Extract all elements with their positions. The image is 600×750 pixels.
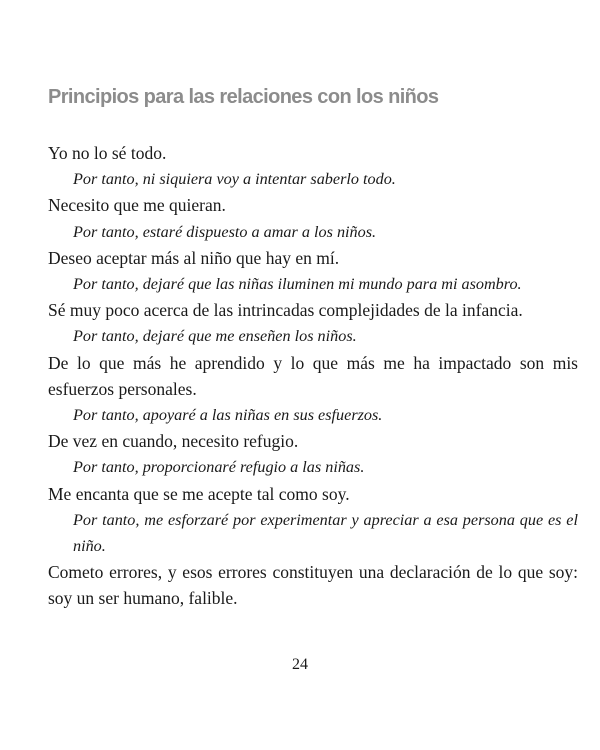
statement-line: Yo no lo sé todo. xyxy=(48,143,167,163)
page-number: 24 xyxy=(292,656,308,673)
response-line: Por tanto, me esforzaré por experimentar y apreciar a esa persona que es el niño. xyxy=(73,510,578,556)
response-line: Por tanto, apoyaré a las niñas en sus esfuerzos. xyxy=(73,406,383,425)
response-line: Por tanto, estaré dispuesto a amar a los niños. xyxy=(73,222,377,241)
statement-line: Cometo errores, y esos errores constituyen una declaración de lo que soy: soy un ser humano, falible. xyxy=(48,562,578,609)
statement-line: De vez en cuando, necesito refugio. xyxy=(48,431,299,452)
principles-list xyxy=(48,140,578,612)
statement-line: Me encanta que se me acepte tal como soy. xyxy=(48,483,350,504)
statement-line: Necesito que me quieran. xyxy=(48,195,226,216)
response-line: Por tanto, proporcionaré refugio a las niñas. xyxy=(73,458,365,477)
section-heading: Principios para las relaciones con los niños xyxy=(48,86,439,108)
statement-line: Sé muy poco acerca de las intrincadas complejidades de la infancia. xyxy=(48,300,523,321)
statement-line: Deseo aceptar más al niño que hay en mí. xyxy=(48,247,340,268)
response-line: Por tanto, ni siquiera voy a intentar saberlo todo. xyxy=(73,170,396,189)
statement-line: De lo que más he aprendido y lo que más me ha impactado son mis esfuerzos personales. xyxy=(48,352,578,399)
response-line: Por tanto, dejaré que me enseñen los niños. xyxy=(73,327,357,346)
response-line: Por tanto, dejaré que las niñas iluminen mi mundo para mi asombro. xyxy=(73,275,522,294)
